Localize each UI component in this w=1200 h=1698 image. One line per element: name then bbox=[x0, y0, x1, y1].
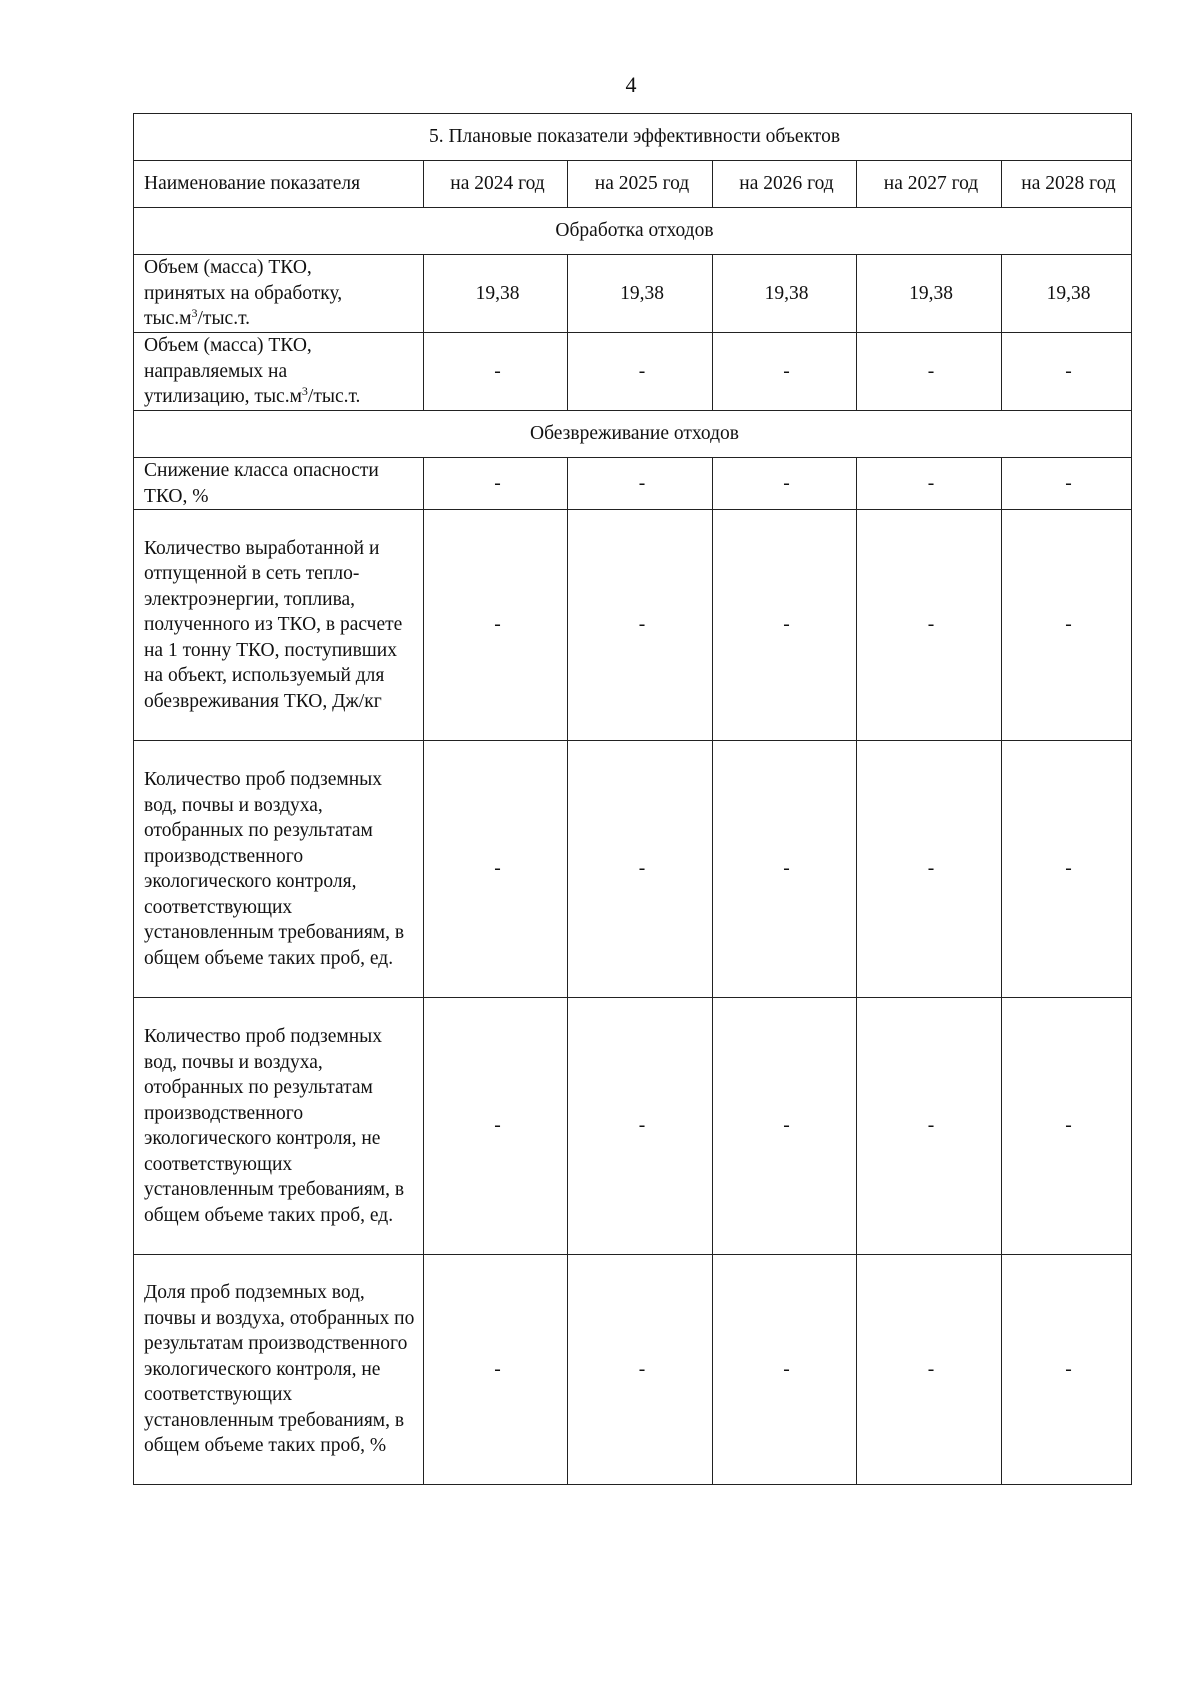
value-cell: - bbox=[424, 1255, 568, 1485]
label-line: тыс.м bbox=[144, 308, 192, 330]
value-cell: 19,38 bbox=[857, 255, 1002, 333]
value-cell: - bbox=[713, 458, 857, 510]
table-row bbox=[134, 510, 1132, 741]
table-row bbox=[134, 458, 1132, 510]
indicator-label: Количество проб подземных вод, почвы и воздуха, отобранных по результатам производственного экологического контроля, не соответствующих установленным требованиям, в общем объеме таких проб, ед. bbox=[134, 998, 424, 1255]
value-cell: 19,38 bbox=[424, 255, 568, 333]
indicator-label bbox=[134, 333, 424, 411]
value-cell: - bbox=[857, 998, 1002, 1255]
value-cell: - bbox=[713, 741, 857, 998]
year-column-header: на 2025 год bbox=[568, 161, 713, 208]
value-cell: - bbox=[1002, 741, 1132, 998]
label-line: принятых на обработку, bbox=[144, 282, 343, 304]
value-cell: - bbox=[424, 998, 568, 1255]
year-column-header: на 2027 год bbox=[857, 161, 1002, 208]
value-cell: - bbox=[713, 333, 857, 411]
table-row bbox=[134, 333, 1132, 411]
label-line: /тыс.т. bbox=[307, 386, 361, 408]
performance-indicators-table bbox=[133, 113, 1132, 1485]
unit-superscript: 3 bbox=[301, 384, 308, 399]
value-cell: - bbox=[568, 333, 713, 411]
value-cell: - bbox=[1002, 458, 1132, 510]
value-cell: - bbox=[568, 510, 713, 741]
table-row bbox=[134, 741, 1132, 998]
label-line: /тыс.т. bbox=[197, 308, 251, 330]
value-cell: 19,38 bbox=[713, 255, 857, 333]
value-cell: - bbox=[568, 998, 713, 1255]
label-line: Объем (масса) ТКО, bbox=[144, 335, 312, 357]
value-cell: - bbox=[424, 510, 568, 741]
table-title-row bbox=[134, 114, 1132, 161]
value-cell: - bbox=[713, 510, 857, 741]
section-title: Обезвреживание отходов bbox=[134, 411, 1132, 458]
value-cell: - bbox=[857, 510, 1002, 741]
value-cell: - bbox=[424, 458, 568, 510]
page-number: 4 bbox=[625, 72, 637, 97]
section-row bbox=[134, 411, 1132, 458]
indicator-label: Доля проб подземных вод, почвы и воздуха, отобранных по результатам производственного экологического контроля, не соответствующих установленным требованиям, в общем объеме таких проб, % bbox=[134, 1255, 424, 1485]
value-cell: - bbox=[1002, 998, 1132, 1255]
value-cell: - bbox=[857, 1255, 1002, 1485]
value-cell: 19,38 bbox=[1002, 255, 1132, 333]
table-row bbox=[134, 255, 1132, 333]
value-cell: - bbox=[1002, 510, 1132, 741]
section-title: Обработка отходов bbox=[134, 208, 1132, 255]
value-cell: - bbox=[568, 458, 713, 510]
table-row bbox=[134, 1255, 1132, 1485]
value-cell: - bbox=[424, 333, 568, 411]
value-cell: - bbox=[1002, 333, 1132, 411]
year-column-header: на 2024 год bbox=[424, 161, 568, 208]
year-column-header: на 2026 год bbox=[713, 161, 857, 208]
label-line: Объем (масса) ТКО, bbox=[144, 257, 312, 279]
value-cell: 19,38 bbox=[568, 255, 713, 333]
value-cell: - bbox=[568, 1255, 713, 1485]
value-cell: - bbox=[857, 458, 1002, 510]
table-title: 5. Плановые показатели эффективности объектов bbox=[134, 114, 1132, 161]
year-column-header: на 2028 год bbox=[1002, 161, 1132, 208]
table-header-row bbox=[134, 161, 1132, 208]
value-cell: - bbox=[713, 1255, 857, 1485]
value-cell: - bbox=[1002, 1255, 1132, 1485]
value-cell: - bbox=[713, 998, 857, 1255]
indicator-label bbox=[134, 255, 424, 333]
indicator-column-header: Наименование показателя bbox=[134, 161, 424, 208]
value-cell: - bbox=[857, 741, 1002, 998]
indicator-label: Количество проб подземных вод, почвы и воздуха, отобранных по результатам производственного экологического контроля, соответствующих установленным требованиям, в общем объеме таких проб, ед. bbox=[134, 741, 424, 998]
indicator-label: Снижение класса опасности ТКО, % bbox=[134, 458, 424, 510]
indicator-label: Количество выработанной и отпущенной в сеть тепло-электроэнергии, топлива, полученного из ТКО, в расчете на 1 тонну ТКО, поступивших на объект, используемый для обезвреживания ТКО, Дж/кг bbox=[134, 510, 424, 741]
table-row bbox=[134, 998, 1132, 1255]
value-cell: - bbox=[424, 741, 568, 998]
unit-superscript: 3 bbox=[191, 306, 198, 321]
value-cell: - bbox=[857, 333, 1002, 411]
label-line: направляемых на bbox=[144, 360, 288, 382]
section-row bbox=[134, 208, 1132, 255]
value-cell: - bbox=[568, 741, 713, 998]
label-line: утилизацию, тыс.м bbox=[144, 386, 302, 408]
